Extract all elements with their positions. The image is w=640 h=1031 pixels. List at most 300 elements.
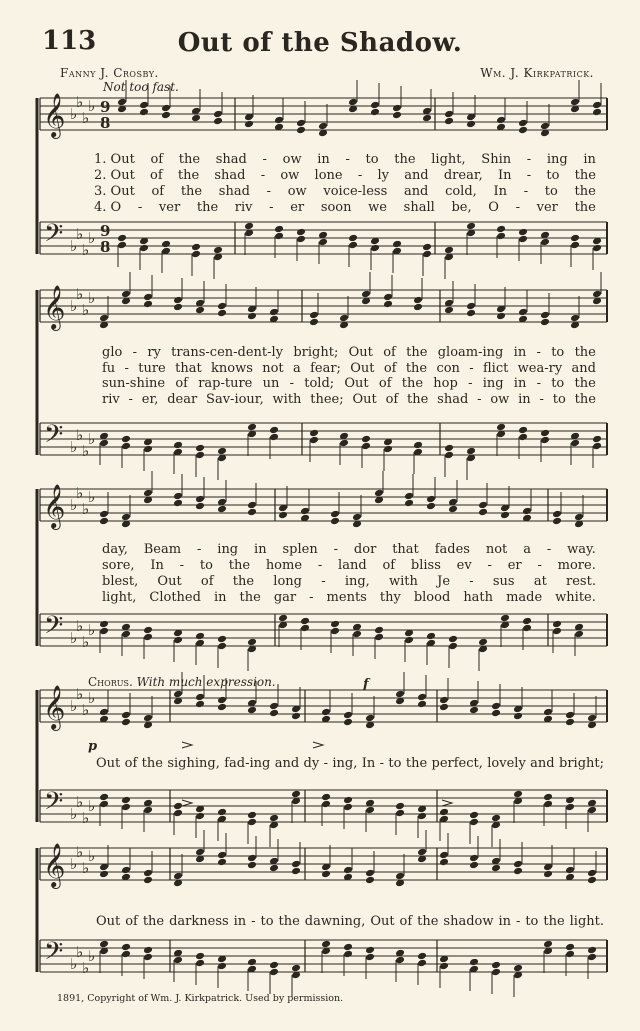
note-head xyxy=(444,451,454,460)
lyric-syllable: in xyxy=(317,152,330,167)
accent-mark-icon xyxy=(182,742,192,748)
note-head xyxy=(247,508,257,517)
flat-sign-icon: ♭ xyxy=(70,105,78,123)
lyric-syllable: sore, xyxy=(102,558,135,573)
lyric-syllable: glo xyxy=(102,345,123,360)
lyric-syllable: home xyxy=(265,558,303,573)
note-head xyxy=(269,709,279,718)
note-head xyxy=(143,869,153,878)
bass-clef-icon: 𝄢 xyxy=(44,787,64,822)
lyric-syllable: ments xyxy=(326,590,367,605)
note-head xyxy=(173,802,183,811)
lyric-syllable: with xyxy=(389,574,418,589)
note-head xyxy=(321,870,331,879)
verse-4-system3-line xyxy=(102,590,596,605)
note-head xyxy=(321,800,331,809)
note-head xyxy=(552,517,562,526)
bass-clef-icon: 𝄢 xyxy=(44,611,64,646)
lyric-syllable: in xyxy=(513,345,527,360)
lyric-syllable: In xyxy=(493,184,508,199)
note-head xyxy=(439,858,449,867)
note-head xyxy=(318,122,328,131)
note-head xyxy=(274,225,284,234)
lyric-syllable: 3. Out xyxy=(94,184,135,199)
note-head xyxy=(300,624,310,633)
flat-sign-icon: ♭ xyxy=(82,442,90,460)
lyric-syllable: ture xyxy=(138,361,166,376)
note-head xyxy=(296,235,306,244)
note-head xyxy=(321,940,331,949)
lyric-syllable: in xyxy=(213,590,227,605)
note-head xyxy=(370,244,380,253)
note-head xyxy=(522,507,532,516)
note-head xyxy=(121,950,131,959)
lyric-syllable: - xyxy=(539,392,544,407)
lyric-syllable: of xyxy=(383,361,397,376)
lyric-syllable: ing, xyxy=(344,574,370,589)
lyric-syllable: - xyxy=(477,392,482,407)
note-head xyxy=(466,447,476,456)
time-signature-top: 9 xyxy=(100,98,111,116)
note-head xyxy=(117,234,127,243)
note-head xyxy=(395,802,405,811)
lyric-syllable: to xyxy=(552,392,566,407)
lyric-syllable: ow xyxy=(490,392,510,407)
verse-2-system1-line xyxy=(94,168,596,183)
lyric-syllable: soon xyxy=(320,200,352,215)
flat-sign-icon: ♭ xyxy=(70,629,78,647)
flat-sign-icon: ♭ xyxy=(76,793,84,811)
flat-sign-icon: ♭ xyxy=(76,617,84,635)
lyric-syllable: - xyxy=(196,542,202,557)
lyric-syllable: the xyxy=(574,200,596,215)
lyric-syllable: drear, xyxy=(443,168,483,183)
note-head xyxy=(565,950,575,959)
note-head xyxy=(592,108,602,117)
note-head xyxy=(99,940,109,949)
lyric-syllable: the xyxy=(574,392,596,407)
note-head xyxy=(365,953,375,962)
bass-clef-icon: 𝄢 xyxy=(44,420,64,455)
lyric-syllable: ing xyxy=(546,152,568,167)
lyric-syllable: O xyxy=(488,200,499,215)
note-head xyxy=(500,614,510,623)
lyric-syllable: in xyxy=(518,392,531,407)
verse-2-system3-line xyxy=(102,558,596,573)
lyric-syllable: made xyxy=(506,590,543,605)
note-head xyxy=(513,860,523,869)
note-head xyxy=(496,423,506,432)
note-head xyxy=(296,119,306,128)
note-head xyxy=(374,626,384,635)
note-head xyxy=(448,642,458,651)
note-head xyxy=(161,240,171,249)
note-head xyxy=(343,950,353,959)
note-head xyxy=(570,234,580,243)
flat-sign-icon: ♭ xyxy=(82,701,90,719)
note-head xyxy=(444,110,454,119)
lyric-syllable: Beam xyxy=(143,542,182,557)
flat-sign-icon: ♭ xyxy=(88,847,96,865)
chorus-line-1: Out of the sighing, fad-ing and dy - ing, In - to the perfect, lovely and bright; xyxy=(96,756,604,771)
lyric-syllable: - xyxy=(546,542,552,557)
note-head xyxy=(217,858,227,867)
note-head xyxy=(339,439,349,448)
lyric-syllable: - xyxy=(526,152,532,167)
note-head xyxy=(247,958,257,967)
note-head xyxy=(173,809,183,818)
note-head xyxy=(247,638,257,647)
note-head xyxy=(309,429,319,438)
lyric-syllable: riv xyxy=(102,392,120,407)
note-head xyxy=(217,808,227,817)
note-head xyxy=(592,442,602,451)
note-head xyxy=(143,876,153,885)
lyric-syllable: cold, xyxy=(445,184,477,199)
lyric-syllable: blest, xyxy=(102,574,139,589)
lyric-syllable: to xyxy=(365,152,379,167)
lyric-syllable: Out xyxy=(157,574,182,589)
note-head xyxy=(587,946,597,955)
flat-sign-icon: ♭ xyxy=(82,109,90,127)
lyric-syllable: - xyxy=(469,574,474,589)
note-head xyxy=(413,296,423,305)
lyric-syllable: riv xyxy=(234,200,253,215)
note-head xyxy=(99,439,109,448)
note-head xyxy=(592,244,602,253)
note-head xyxy=(469,958,479,967)
lyric-syllable: shad xyxy=(218,184,250,199)
dynamic-forte: f xyxy=(363,677,369,692)
note-head xyxy=(592,290,602,299)
note-head xyxy=(543,800,553,809)
flat-sign-icon: ♭ xyxy=(82,809,90,827)
lyric-syllable: - xyxy=(537,558,542,573)
note-head xyxy=(574,513,584,522)
note-head xyxy=(269,968,279,977)
note-head xyxy=(247,854,257,863)
note-head xyxy=(565,718,575,727)
note-head xyxy=(217,302,227,311)
verse-4-system1-line xyxy=(94,200,596,215)
note-head xyxy=(496,116,506,125)
note-head xyxy=(469,861,479,870)
note-head xyxy=(195,451,205,460)
lyric-syllable: to xyxy=(199,558,213,573)
flat-sign-icon: ♭ xyxy=(70,237,78,255)
lyric-syllable: In xyxy=(497,168,512,183)
note-head xyxy=(343,943,353,952)
lyric-syllable: sun-shine xyxy=(102,376,166,391)
verse-1-system3-line xyxy=(102,542,596,557)
lyric-syllable: splen xyxy=(282,542,318,557)
note-head xyxy=(318,238,328,247)
lyric-syllable: ev xyxy=(456,558,472,573)
lyric-syllable: voice-less xyxy=(323,184,388,199)
verse-1-system1-line xyxy=(94,152,596,167)
lyric-syllable: - xyxy=(289,376,294,391)
lyric-syllable: - xyxy=(260,168,266,183)
lyric-syllable: a xyxy=(523,542,531,557)
note-head xyxy=(195,848,205,857)
note-head xyxy=(191,114,201,123)
note-head xyxy=(173,492,183,501)
flat-sign-icon: ♭ xyxy=(70,496,78,514)
note-head xyxy=(374,489,384,498)
lyric-syllable: - xyxy=(523,184,529,199)
flat-sign-icon: ♭ xyxy=(88,488,96,506)
bass-clef-icon: 𝄢 xyxy=(44,937,64,972)
note-head xyxy=(404,492,414,501)
note-head xyxy=(99,793,109,802)
note-head xyxy=(348,98,358,107)
note-head xyxy=(491,702,501,711)
note-head xyxy=(143,806,153,815)
flat-sign-icon: ♭ xyxy=(70,955,78,973)
note-head xyxy=(121,796,131,805)
note-head xyxy=(370,108,380,117)
lyric-syllable: - xyxy=(179,558,185,573)
flat-sign-icon: ♭ xyxy=(82,633,90,651)
note-head xyxy=(117,241,127,250)
note-head xyxy=(448,635,458,644)
note-head xyxy=(330,627,340,636)
note-head xyxy=(552,627,562,636)
lyric-syllable: that xyxy=(392,542,419,557)
lyric-syllable: of xyxy=(383,345,396,360)
flat-sign-icon: ♭ xyxy=(88,797,96,815)
note-head xyxy=(217,309,227,318)
note-head xyxy=(565,943,575,952)
note-head xyxy=(518,126,528,135)
note-head xyxy=(365,876,375,885)
lyric-syllable: fear; xyxy=(310,361,341,376)
lyric-syllable: - xyxy=(468,376,473,391)
note-head xyxy=(291,867,301,876)
note-head xyxy=(121,435,131,444)
note-head xyxy=(291,712,301,721)
note-head xyxy=(570,439,580,448)
note-head xyxy=(522,617,532,626)
note-head xyxy=(269,961,279,970)
lyric-syllable: - xyxy=(333,542,339,557)
flat-sign-icon: ♭ xyxy=(76,685,84,703)
note-head xyxy=(217,696,227,705)
chorus-direction: With much expression. xyxy=(136,675,276,689)
lyric-syllable: a xyxy=(292,361,301,376)
note-head xyxy=(269,308,279,317)
note-head xyxy=(143,633,153,642)
lyric-syllable: knows xyxy=(211,361,253,376)
note-head xyxy=(491,968,501,977)
lyric-syllable: the xyxy=(178,152,201,167)
note-head xyxy=(117,98,127,107)
note-head xyxy=(352,630,362,639)
note-head xyxy=(213,246,223,255)
note-head xyxy=(565,803,575,812)
note-head xyxy=(587,714,597,723)
flat-sign-icon: ♭ xyxy=(76,843,84,861)
note-head xyxy=(143,626,153,635)
note-head xyxy=(574,630,584,639)
note-head xyxy=(173,872,183,881)
note-head xyxy=(139,108,149,117)
note-head xyxy=(173,303,183,312)
lyric-syllable: dor xyxy=(353,542,377,557)
lyric-syllable: rap-ture xyxy=(198,376,253,391)
treble-clef-icon: 𝄞 xyxy=(43,285,66,329)
lyric-syllable: un xyxy=(262,376,280,391)
note-head xyxy=(173,956,183,965)
time-signature-bottom: 8 xyxy=(100,238,111,256)
note-head xyxy=(173,296,183,305)
note-head xyxy=(491,709,501,718)
note-head xyxy=(417,812,427,821)
note-head xyxy=(309,318,319,327)
note-head xyxy=(543,793,553,802)
note-head xyxy=(439,703,449,712)
lyric-syllable: the xyxy=(407,392,429,407)
verse-2-system2-line xyxy=(102,361,596,376)
lyric-syllable: not xyxy=(485,542,508,557)
lyric-syllable: shad xyxy=(215,152,247,167)
lyric-syllable: white. xyxy=(555,590,596,605)
note-head xyxy=(518,426,528,435)
note-head xyxy=(291,964,301,973)
note-head xyxy=(413,303,423,312)
lyric-syllable: - xyxy=(262,152,267,167)
chorus-line-2: Out of the darkness in - to the dawning, Out of the shadow in - to the light. xyxy=(96,914,604,929)
note-head xyxy=(143,293,153,302)
lyric-syllable: hath xyxy=(463,590,494,605)
note-head xyxy=(99,708,109,717)
note-head xyxy=(395,809,405,818)
note-head xyxy=(365,806,375,815)
note-head xyxy=(383,445,393,454)
note-head xyxy=(374,633,384,642)
lyric-syllable: trans-cen-dent-ly xyxy=(171,345,284,360)
lyric-syllable: gar xyxy=(273,590,297,605)
note-head xyxy=(513,790,523,799)
lyric-syllable: to xyxy=(544,184,558,199)
lyric-syllable: thee; xyxy=(310,392,344,407)
note-head xyxy=(247,423,257,432)
note-head xyxy=(395,872,405,881)
lyric-syllable: - xyxy=(309,590,314,605)
lyric-syllable: - xyxy=(321,574,326,589)
note-head xyxy=(121,718,131,727)
flat-sign-icon: ♭ xyxy=(88,97,96,115)
note-head xyxy=(540,122,550,131)
lyric-syllable: land xyxy=(338,558,367,573)
lyric-syllable: of xyxy=(150,152,164,167)
note-head xyxy=(247,501,257,510)
note-head xyxy=(143,714,153,723)
note-head xyxy=(121,630,131,639)
dynamic-piano: p xyxy=(88,739,98,754)
note-head xyxy=(422,243,432,252)
lyric-syllable: told; xyxy=(304,376,335,391)
note-head xyxy=(439,851,449,860)
flat-sign-icon: ♭ xyxy=(76,93,84,111)
note-head xyxy=(417,693,427,702)
lyric-syllable: the xyxy=(180,184,203,199)
flat-sign-icon: ♭ xyxy=(88,689,96,707)
lyric-syllable: more. xyxy=(557,558,596,573)
lyric-syllable: that xyxy=(175,361,202,376)
note-head xyxy=(518,228,528,237)
note-head xyxy=(352,513,362,522)
flat-sign-icon: ♭ xyxy=(76,484,84,502)
note-head xyxy=(213,117,223,126)
lyric-syllable: er xyxy=(290,200,305,215)
treble-clef-icon: 𝄞 xyxy=(43,484,66,528)
lyric-syllable: the xyxy=(177,168,200,183)
note-head xyxy=(121,866,131,875)
note-head xyxy=(300,617,310,626)
note-head xyxy=(121,513,131,522)
lyric-syllable: - xyxy=(132,345,138,360)
hymn-number: 113 xyxy=(42,26,97,56)
note-head xyxy=(478,501,488,510)
note-head xyxy=(173,441,183,450)
lyric-syllable: - xyxy=(128,392,133,407)
note-head xyxy=(343,866,353,875)
note-head xyxy=(540,318,550,327)
note-head xyxy=(444,306,454,315)
note-head xyxy=(426,495,436,504)
lyric-syllable: the xyxy=(239,590,261,605)
lyric-syllable: day, xyxy=(102,542,128,557)
lyric-syllable: hop xyxy=(433,376,458,391)
chorus-label: Chorus. xyxy=(88,675,133,689)
note-head xyxy=(444,444,454,453)
note-head xyxy=(518,119,528,128)
note-head xyxy=(195,693,205,702)
lyric-syllable: In xyxy=(150,558,164,573)
flat-sign-icon: ♭ xyxy=(70,697,78,715)
note-head xyxy=(444,117,454,126)
lyric-syllable: ly xyxy=(377,168,389,183)
note-head xyxy=(552,510,562,519)
chorus-heading xyxy=(88,675,276,689)
note-head xyxy=(552,620,562,629)
note-head xyxy=(99,517,109,526)
note-head xyxy=(173,499,183,508)
note-head xyxy=(143,445,153,454)
note-head xyxy=(417,959,427,968)
note-head xyxy=(330,620,340,629)
lyric-syllable: bright; xyxy=(293,345,339,360)
lyric-syllable: the xyxy=(232,574,255,589)
lyric-syllable: to xyxy=(551,345,565,360)
note-head xyxy=(439,962,449,971)
note-head xyxy=(496,312,506,321)
note-head xyxy=(540,429,550,438)
note-head xyxy=(296,126,306,135)
lyric-syllable: to xyxy=(551,376,565,391)
note-head xyxy=(173,636,183,645)
lyric-syllable: and xyxy=(404,168,429,183)
lyric-syllable: shad xyxy=(437,392,469,407)
note-head xyxy=(343,711,353,720)
lyric-syllable: at xyxy=(533,574,547,589)
note-head xyxy=(395,956,405,965)
time-signature-bottom: 8 xyxy=(100,114,111,132)
note-head xyxy=(321,793,331,802)
lyric-syllable: - xyxy=(536,345,541,360)
lyric-syllable: be, xyxy=(451,200,472,215)
